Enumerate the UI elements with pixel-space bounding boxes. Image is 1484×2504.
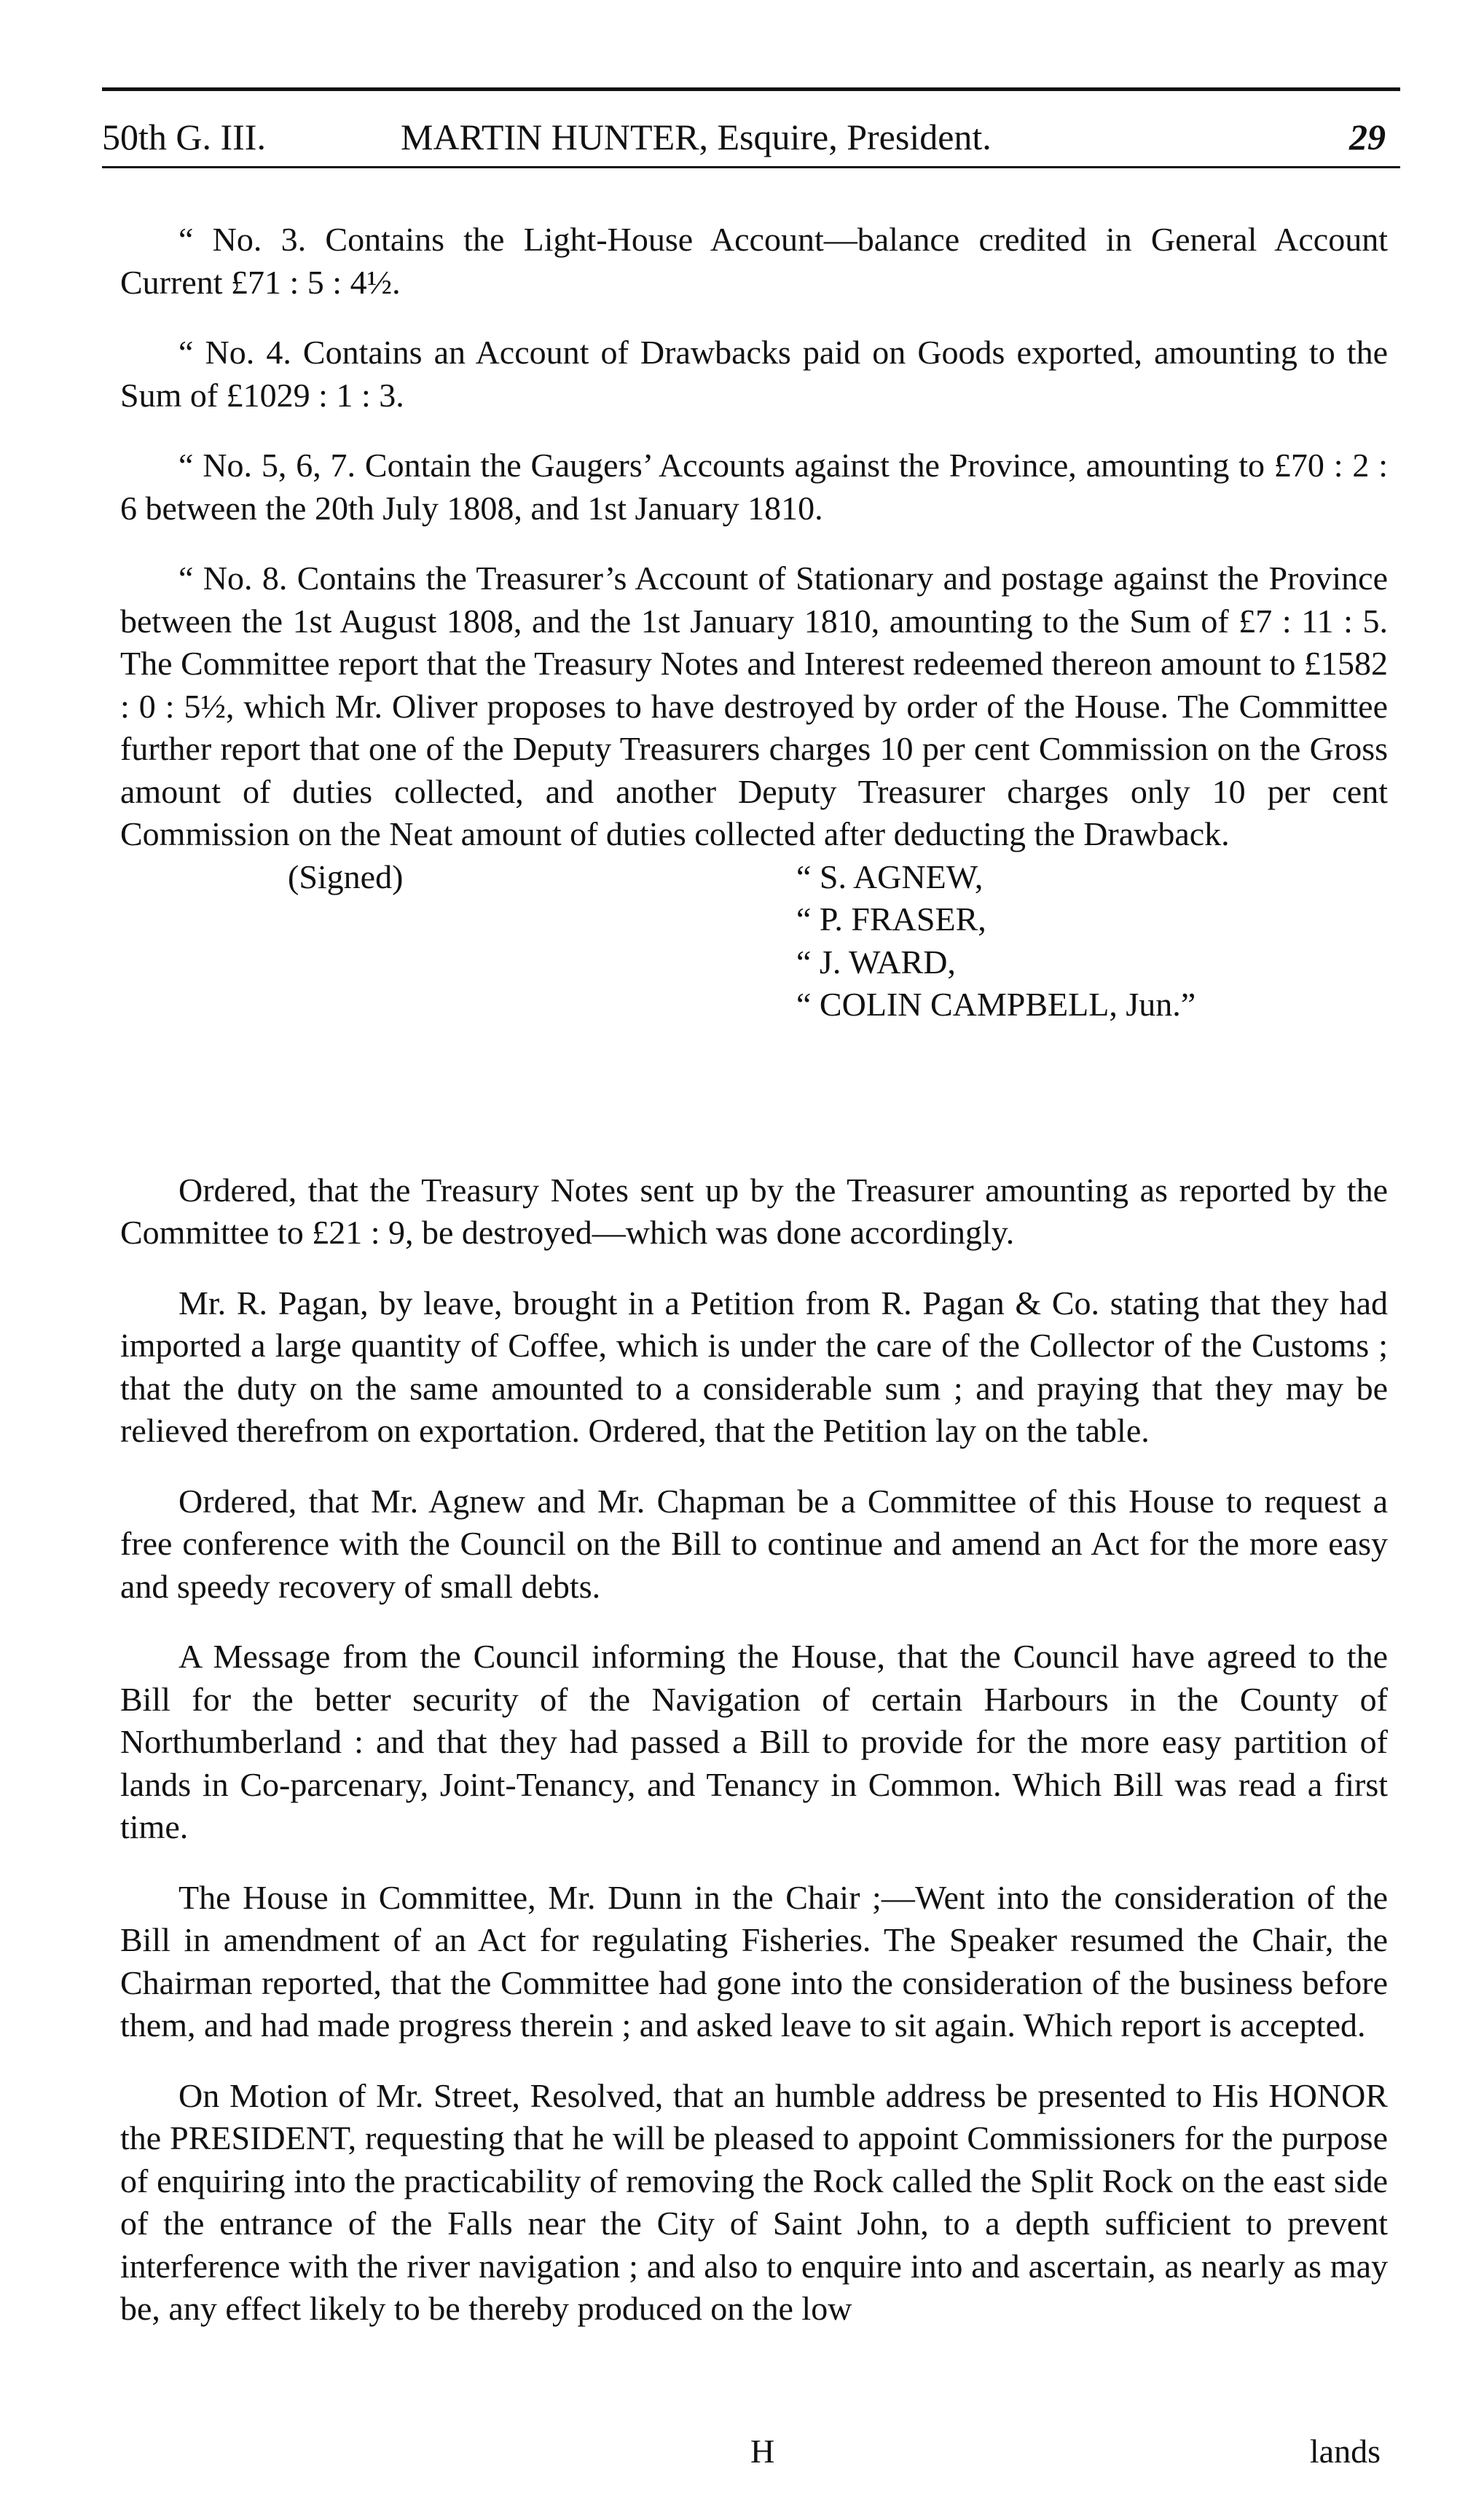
- signed-label: (Signed): [288, 857, 404, 895]
- top-rule: [102, 87, 1400, 91]
- signature-block: [120, 856, 1388, 1169]
- paragraph-no-3: “ No. 3. Contains the Light-House Account—balance credited in General Account Current £71 : 5 : 4½.: [120, 221, 1388, 301]
- paragraph-split-rock-motion: On Motion of Mr. Street, Resolved, that an humble address be presented to His HONOR the PRESIDENT, requesting that he will be pleased to appoint Commissioners for the purpose of enquiring into the practicability of removing the Rock called the Split Rock on the east side of the entrance of the Falls near the City of Saint John, to a depth sufficient to prevent interference with the river navigation ; and also to enquire into and ascertain, as nearly as may be, any effect likely to be thereby produced on the low: [120, 2076, 1388, 2327]
- paragraph-no-4: “ No. 4. Contains an Account of Drawbacks paid on Goods exported, amounting to the Sum of £1029 : 1 : 3.: [120, 334, 1388, 414]
- paragraph-pagan-petition: Mr. R. Pagan, by leave, brought in a Petition from R. Pagan & Co. stating that they had imported a large quantity of Coffee, which is under the care of the Collector of the Customs ; that the duty on the same amounted to a considerable sum ; and praying that they may be relieved therefrom on exportation. Ordered, that the Petition lay on the table.: [120, 1284, 1388, 1449]
- signatory-name: “ P. FRASER,: [796, 900, 986, 938]
- page-number: 29: [1349, 117, 1386, 157]
- running-head: [102, 111, 1400, 163]
- regnal-year: 50th G. III.: [102, 117, 266, 157]
- paragraph-no-8: “ No. 8. Contains the Treasurer’s Account of Stationary and postage against the Province between the 1st August 1808, and the 1st January 1810, amounting to the Sum of £7 : 11 : 5. The Committee report that the Treasury Notes and Interest redeemed thereon amount to £1582 : 0 : 5½, which Mr. Oliver proposes to have destroyed by order of the House. The Committee further report that one of the Deputy Treasurers charges 10 per cent Commission on the Gross amount of duties collected, and another Deputy Treasurer charges only 10 per cent Commission on the Neat amount of duties collected after deducting the Drawback.: [120, 560, 1388, 852]
- page-footer: [120, 2430, 1388, 2473]
- body-text: [120, 219, 1388, 2331]
- signatory-name: “ J. WARD,: [796, 943, 956, 981]
- paragraph-council-message: A Message from the Council informing the House, that the Council have agreed to the Bill for the better security of the Navigation of certain Harbours in the County of Northumberland : and that they had passed a Bill to provide for the more easy partition of lands in Co-parcenary, Joint-Tenancy, and Tenancy in Common. Which Bill was read a first time.: [120, 1638, 1388, 1845]
- paragraph-committee-fisheries: The House in Committee, Mr. Dunn in the Chair ;—Went into the consideration of the Bill in amendment of an Act for regulating Fisheries. The Speaker resumed the Chair, the Chairman reported, that the Committee had gone into the consideration of the business before them, and had made progress therein ; and asked leave to sit again. Which report is accepted.: [120, 1878, 1388, 2044]
- signatory-name: “ S. AGNEW,: [796, 857, 984, 895]
- running-title: MARTIN HUNTER, Esquire, President.: [401, 117, 992, 157]
- signature-mark: H: [750, 2433, 775, 2470]
- header-rule: [102, 166, 1400, 168]
- signatory-name: “ COLIN CAMPBELL, Jun.”: [796, 986, 1196, 1023]
- paragraph-treasury-notes: Ordered, that the Treasury Notes sent up by the Treasurer amounting as reported by the Committee to £21 : 9, be destroyed—which was done accordingly.: [120, 1171, 1388, 1251]
- paragraph-conference-committee: Ordered, that Mr. Agnew and Mr. Chapman be a Committee of this House to request a free conference with the Council on the Bill to continue and amend an Act for the more easy and speedy recovery of small debts.: [120, 1482, 1388, 1605]
- paragraph-no-5-6-7: “ No. 5, 6, 7. Contain the Gaugers’ Accounts against the Province, amounting to £70 : 2 : 6 between the 20th July 1808, and 1st January 1810.: [120, 447, 1388, 527]
- catchword: lands: [1309, 2433, 1381, 2470]
- signatory-list: [796, 856, 1196, 1027]
